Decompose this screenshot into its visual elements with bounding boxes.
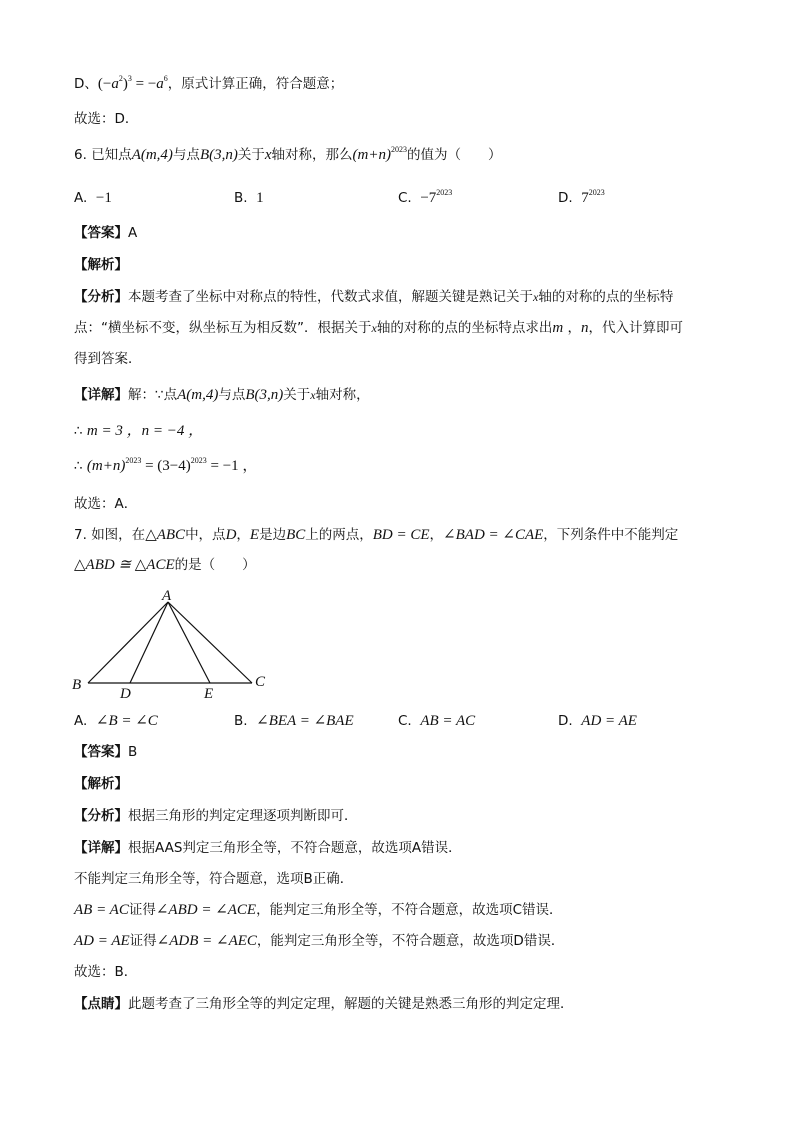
label-a: A: [162, 588, 172, 604]
q6-option-d: D. $7^{2023}$: [558, 188, 605, 206]
q7-xiangjie-line1: 【详解】根据AAS判定三角形全等，不符合题意，故选项A错误．: [74, 840, 462, 856]
q6-option-c: C. $-7^{2023}$: [398, 188, 453, 206]
q6-answer: 【答案】A: [74, 225, 138, 241]
q6-xiangjie-line3: ∴ $(m+n)^{2023} = (3-4)^{2023} = -1$ ，: [74, 456, 258, 474]
prev-option-d: D、$(-a^2)^3 = -a^6$，原式计算正确，符合题意；: [74, 74, 344, 92]
q7-choice: 故选：B．: [74, 964, 138, 980]
segment-ae: [168, 602, 210, 683]
q6-xiangjie-line1: 【详解】解：∵点A(m,4)与点B(3,n)关于x轴对称，: [74, 387, 370, 403]
q6-fenxi-line2: 点：“横坐标不变，纵坐标互为相反数”．根据关于x轴的对称的点的坐标特点求出m ，n，代入计算即可: [74, 320, 683, 336]
prev-choice: 故选：D．: [74, 111, 139, 127]
q6-option-b: B. 1: [234, 190, 264, 206]
label-c: C: [255, 674, 266, 690]
q7-option-d: D. AD = AE: [558, 713, 637, 729]
q7-xiangjie-line4: AD = AE证得∠ADB = ∠AEC，能判定三角形全等，不符合题意，故选项D错误．: [74, 933, 565, 949]
q7-xiangjie-line3: AB = AC证得∠ABD = ∠ACE，能判定三角形全等，不符合题意，故选项C错误．: [74, 902, 563, 918]
q7-option-a: A. ∠B = ∠C: [74, 713, 158, 729]
q6-fenxi-line1: 【分析】本题考查了坐标中对称点的特性，代数式求值，解题关键是熟记关于x轴的对称的点的坐标特: [74, 289, 674, 305]
q7-fenxi: 【分析】根据三角形的判定定理逐项判断即可．: [74, 808, 358, 824]
label-b: B: [72, 677, 82, 693]
q7-dianjing: 【点睛】此题考查了三角形全等的判定定理，解题的关键是熟悉三角形的判定定理．: [74, 996, 574, 1012]
segment-ac: [168, 602, 252, 683]
q6-stem: 6. 已知点A(m,4)与点B(3,n)关于x轴对称，那么$(m+n)^{2023}$的值为（ ）: [74, 145, 502, 163]
segment-ad: [130, 602, 168, 683]
q7-option-c: C. AB = AC: [398, 713, 476, 729]
q7-option-b: B. ∠BEA = ∠BAE: [234, 713, 354, 729]
label-e: E: [204, 686, 214, 702]
q7-xiangjie-line2: 不能判定三角形全等，符合题意，选项B正确．: [74, 871, 354, 887]
q7-answer: 【答案】B: [74, 744, 138, 760]
triangle-figure: [70, 586, 280, 704]
q7-analysis-heading: 【解析】: [74, 776, 128, 792]
q7-stem-line1: 7. 如图，在△ABC中，点D，E是边BC上的两点，BD = CE，∠BAD = ∠CAE，下列条件中不能判定: [74, 527, 679, 543]
q6-analysis-heading: 【解析】: [74, 257, 128, 273]
q7-stem-line2: △ABD ≅ △ACE的是（ ）: [74, 557, 256, 573]
q6-option-a: A. −1: [74, 190, 112, 206]
label-d: D: [120, 686, 131, 702]
q6-xiangjie-line2: ∴ m = 3 ，n = −4 ，: [74, 423, 204, 439]
q6-choice: 故选：A．: [74, 496, 138, 512]
q6-fenxi-line3: 得到答案．: [74, 351, 142, 367]
segment-ab: [88, 602, 168, 683]
